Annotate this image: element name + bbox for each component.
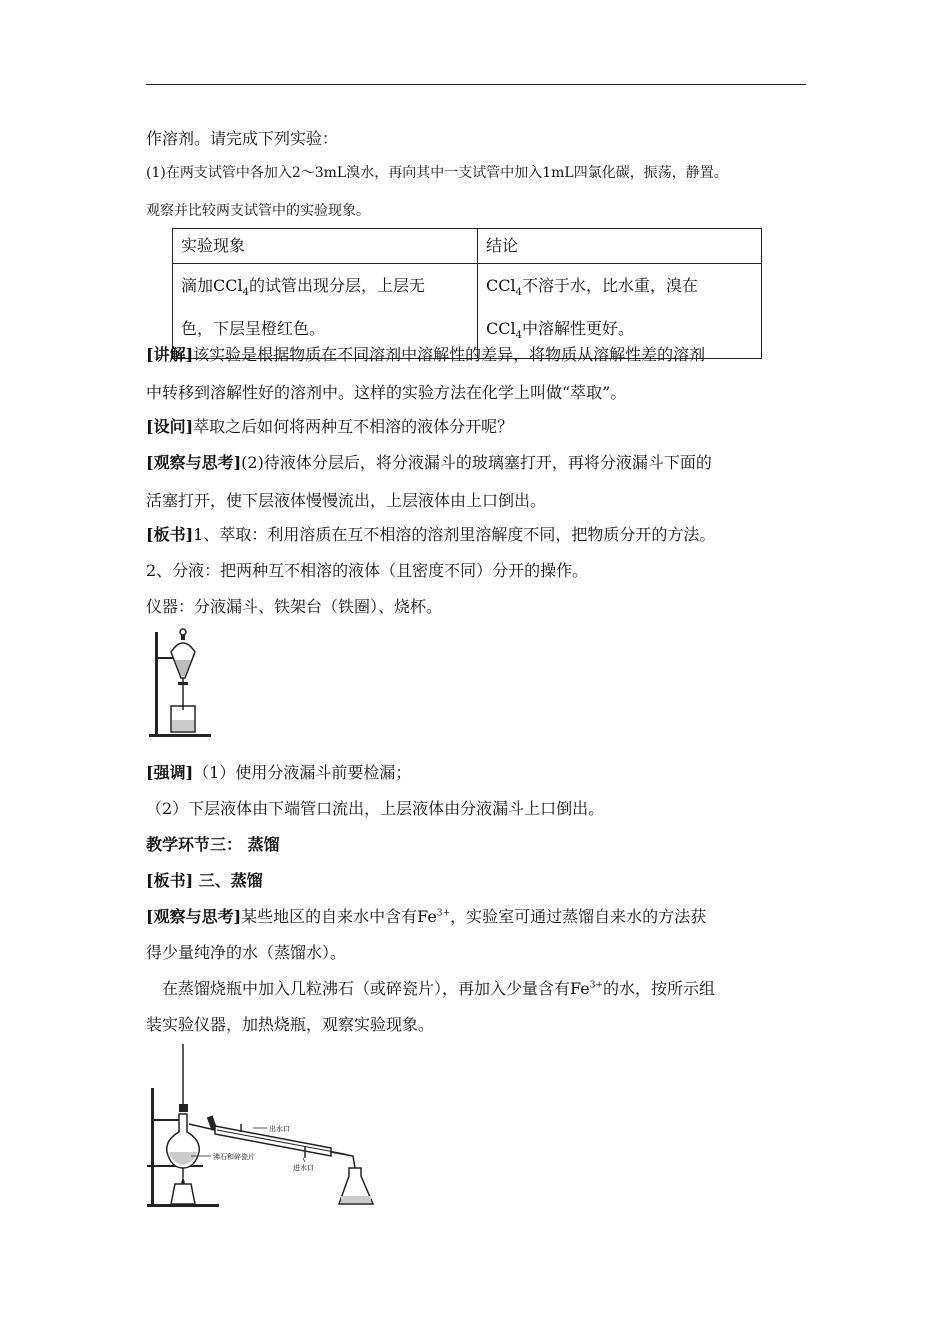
results-table <box>172 228 762 359</box>
header-rule <box>146 84 806 85</box>
explain-line2: 中转移到溶解性好的溶剂中。这样的实验方法在化学上叫做“萃取”。 <box>146 383 627 402</box>
instruments-line: 仪器：分液漏斗、铁架台（铁圈）、烧杯。 <box>146 597 443 616</box>
procedure-line1: 在蒸馏烧瓶中加入几粒沸石（或碎瓷片），再加入少量含有$Fe^{3+}$的水，按所示组 <box>162 979 715 998</box>
observe-line2: 活塞打开，使下层液体慢慢流出，上层液体由上口倒出。 <box>146 491 547 510</box>
board-line2: 2、分液：把两种互不相溶的液体（且密度不同）分开的操作。 <box>146 561 589 580</box>
observe-line1: [观察与思考](2)待液体分层后，将分液漏斗的玻璃塞打开，再将分液漏斗下面的 <box>146 453 712 472</box>
question-line: [设问]萃取之后如何将两种互不相溶的液体分开呢？ <box>146 417 514 436</box>
procedure-line2: 装实验仪器，加热烧瓶，观察实验现象。 <box>146 1015 435 1034</box>
emphasis-line1: [强调]（1）使用分液漏斗前要检漏； <box>146 763 412 782</box>
experiment1-line2: 观察并比较两支试管中的实验现象。 <box>146 203 370 219</box>
board3-line: [板书] 三、蒸馏 <box>146 871 263 890</box>
observe3-line2: 得少量纯净的水（蒸馏水）。 <box>146 943 347 962</box>
table-header-phenomenon: 实验现象 <box>173 229 478 264</box>
emphasis-line2: （2）下层液体由下端管口流出，上层液体由分液漏斗上口倒出。 <box>146 799 605 818</box>
table-cell-phenomenon: 滴加CCl$_4$的试管出现分层，上层无 色，下层呈橙红色。 <box>173 264 478 359</box>
experiment1-line1: (1)在两支试管中各加入2～3mL溴水，再向其中一支试管中加入1mL四氯化碳，振荡，静置。 <box>146 165 728 181</box>
section3-heading: 教学环节三： 蒸馏 <box>146 835 280 854</box>
observe3-line1: [观察与思考]某些地区的自来水中含有$Fe^{3+}$，实验室可通过蒸馏自来水的方法获 <box>146 907 707 926</box>
separatory-funnel-figure <box>145 624 213 740</box>
explain-line1: [讲解]该实验是根据物质在不同溶剂中溶解性的差异，将物质从溶解性差的溶剂 <box>146 345 706 364</box>
label-water-in: 进水口 <box>293 1164 314 1172</box>
table-header-conclusion: 结论 <box>478 229 762 264</box>
label-water-out: 出水口 <box>269 1125 290 1133</box>
label-stones: 沸石和碎瓷片 <box>213 1153 255 1161</box>
table-cell-conclusion: CCl$_4$不溶于水，比水重，溴在 CCl$_4$中溶解性更好。 <box>478 264 762 359</box>
intro-text: 作溶剂。请完成下列实验： <box>146 129 339 148</box>
distillation-apparatus-figure <box>145 1044 375 1210</box>
board-line1: [板书]1、萃取：利用溶质在互不相溶的溶剂里溶解度不同，把物质分开的方法。 <box>146 525 716 544</box>
